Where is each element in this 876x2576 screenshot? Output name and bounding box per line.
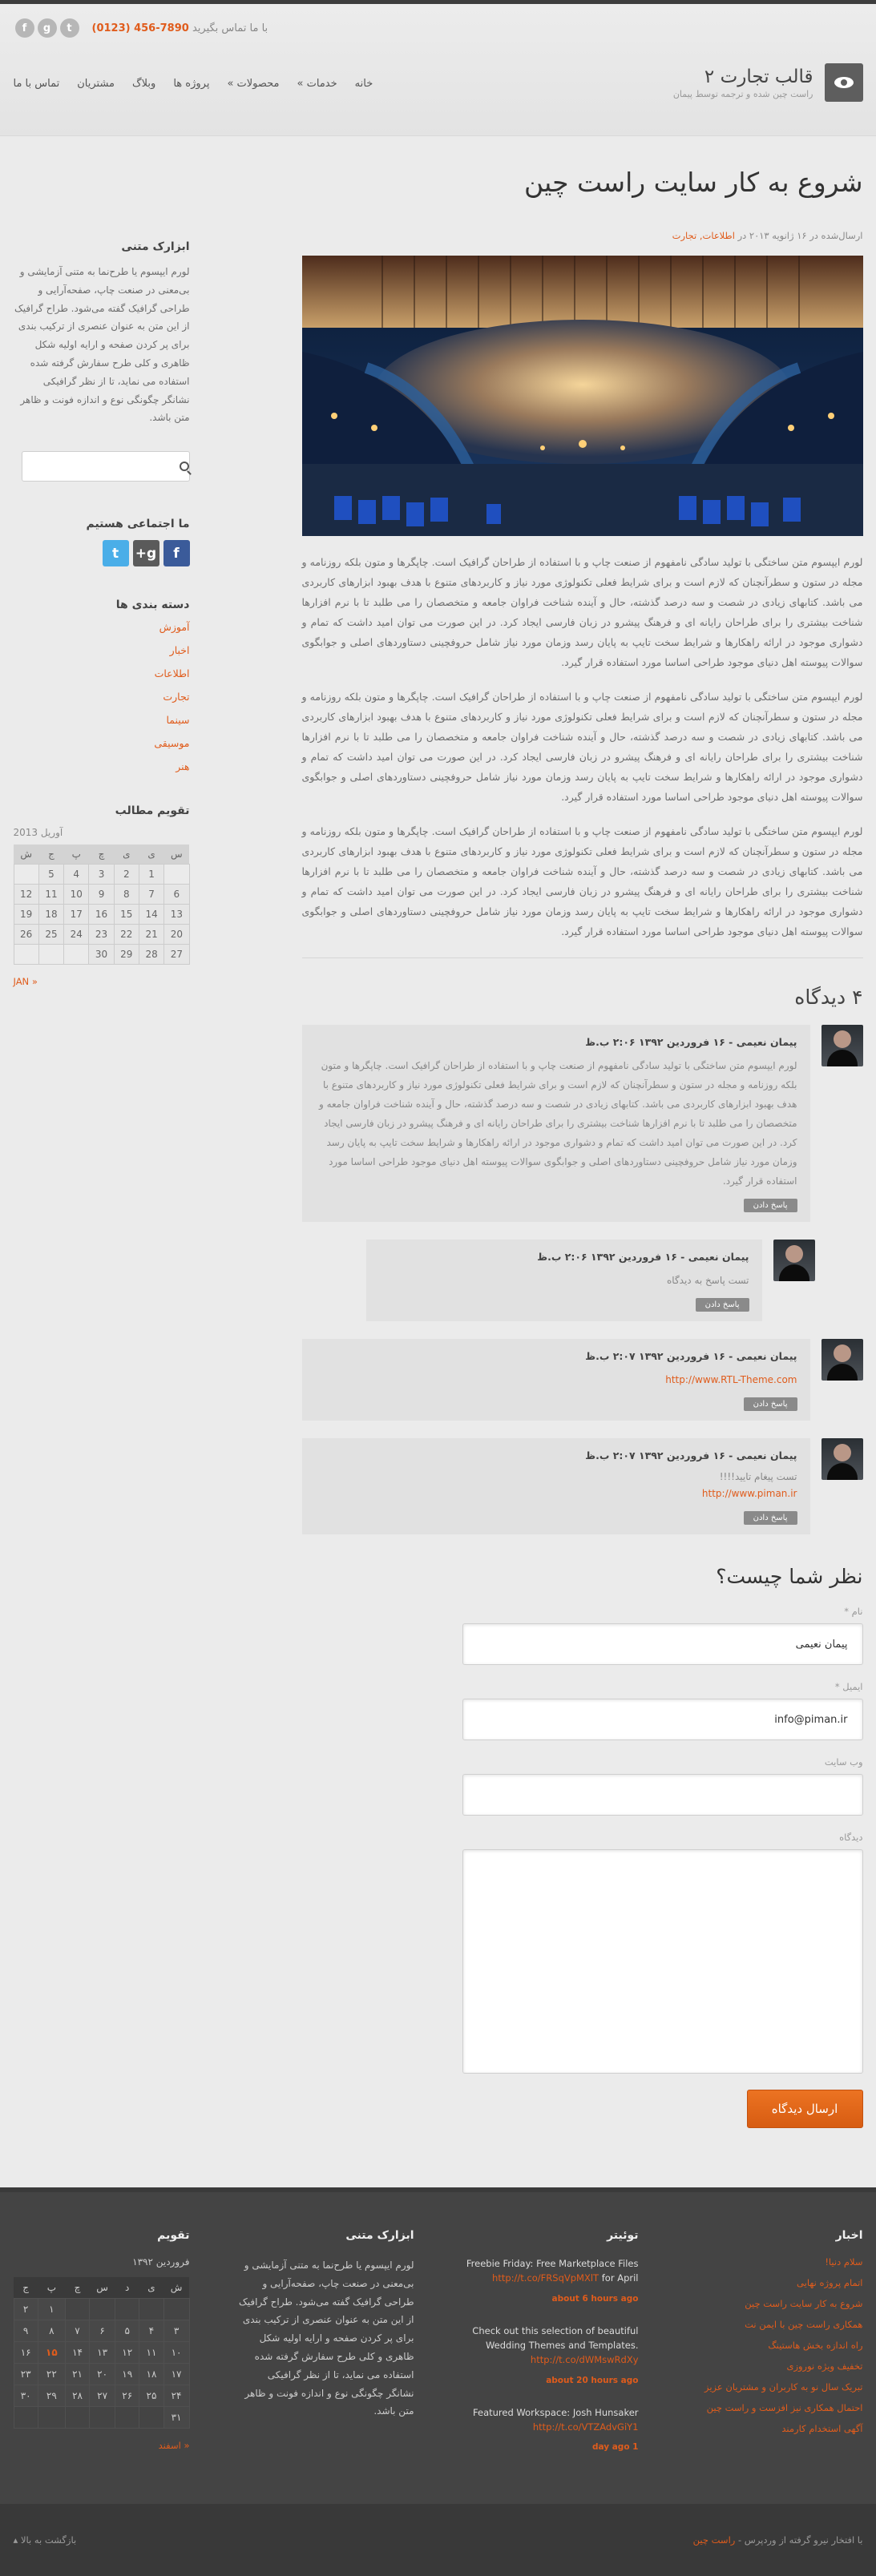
category-list	[14, 621, 190, 772]
calendar-caption: فروردین ۱۳۹۲	[132, 2256, 190, 2268]
tweet-time: about 6 hours ago	[551, 2293, 639, 2304]
comment-body	[302, 1438, 810, 1534]
weekday-header: ی	[139, 845, 163, 865]
comment-label: دیدگاه	[839, 1832, 863, 1843]
category-item[interactable]: تجارت	[163, 691, 190, 703]
weekday-header: س	[164, 845, 189, 865]
category-item[interactable]: موسیقی	[154, 737, 190, 750]
twitter-icon[interactable]: t	[103, 540, 129, 566]
header	[0, 4, 876, 136]
footer-text-body: لورم ایپسوم یا طرح‌نما به متنی آزمایشی و بی‌معنی در صنعت چاپ، صفحه‌آرایی و طراحی گرافیک گفته می‌شود. طراح گرافیک از این متن به عنوان عنصری از ترکیب بندی برای پر کردن صفحه و ارایه اولیه شکل ظاهری و کلی طرح سفارش گرفته شده استفاده می نماید، تا از نظر گرافیکی نشانگر چگونگی نوع و اندازه فونت و ظاهر متن باشد.	[239, 2260, 414, 2417]
news-item[interactable]: تخفیف ویژه نوروزی	[786, 2360, 863, 2372]
tweet	[462, 2324, 639, 2388]
category-item[interactable]: اطلاعات	[154, 667, 190, 680]
category-item[interactable]: سینما	[166, 714, 190, 727]
credits-prefix: با افتخار نیرو گرفته از وردپرس -	[737, 2534, 863, 2546]
chevron-up-icon: ▴	[13, 2534, 18, 2546]
facebook-icon[interactable]: f	[163, 540, 190, 566]
comment-text: تست پاسخ به دیدگاه	[667, 1275, 749, 1286]
post-body	[302, 552, 863, 941]
topbar	[14, 4, 863, 52]
comment-reply	[366, 1240, 815, 1321]
comment-author-date: پیمان نعیمی - ۱۶ فروردین ۱۳۹۲ ۲:۰۷ ب.ظ	[585, 1350, 797, 1362]
post-meta-prefix: ارسال‌شده در ۱۶ ژانویه ۲۰۱۳ در	[737, 230, 863, 241]
submit-comment-button[interactable]: ارسال دیدگاه	[747, 2090, 863, 2128]
tweet-text: Check out this selection of beautiful Wedding Themes and Templates.	[472, 2324, 639, 2351]
post-featured-image	[302, 256, 863, 536]
email-label: ایمیل *	[834, 1681, 863, 1692]
comment-textarea[interactable]	[462, 1849, 863, 2074]
reply-button[interactable]: پاسخ دادن	[696, 1298, 749, 1312]
footer	[0, 2187, 876, 2504]
menu-item-products[interactable]: محصولات »	[227, 78, 280, 90]
tweet-link[interactable]: http://t.co/VTZAdvGiY1	[532, 2421, 639, 2433]
comment-author-date: پیمان نعیمی - ۱۶ فروردین ۱۳۹۲ ۲:۰۷ ب.ظ	[585, 1449, 797, 1461]
calendar-title: تقویم مطالب	[115, 804, 190, 818]
weekday-header: پ	[38, 2277, 65, 2299]
menu-item-clients[interactable]: مشتریان	[77, 78, 115, 90]
comment	[302, 1438, 863, 1534]
news-item[interactable]: شروع به کار سایت راست چین	[745, 2298, 863, 2309]
category-item[interactable]: اخبار	[169, 644, 190, 657]
weekday-header: ج	[38, 845, 63, 865]
comment	[302, 1339, 863, 1421]
menu-item-contact[interactable]: تماس با ما	[13, 78, 60, 90]
name-field[interactable]: پیمان نعیمی	[462, 1623, 863, 1665]
news-item[interactable]: تبریک سال نو به کاربران و مشتریان عزیز	[704, 2381, 863, 2393]
back-to-top-link[interactable]	[14, 2534, 77, 2546]
phone-number: (0123) 456-7890	[91, 22, 189, 34]
sidebar-text-title: ابزارک متنی	[121, 240, 190, 253]
tweet	[462, 2256, 639, 2306]
social-icons	[14, 540, 190, 566]
reply-button[interactable]: پاسخ دادن	[744, 1397, 797, 1411]
back-to-top-label: بازگشت به بالا	[20, 2534, 77, 2546]
comment-author-date: پیمان نعیمی - ۱۶ فروردین ۱۳۹۲ ۲:۰۶ ب.ظ	[537, 1251, 749, 1263]
comment-form-title: نظر شما چیست؟	[716, 1565, 863, 1588]
footer-news	[687, 2229, 863, 2472]
comment-link[interactable]: http://www.RTL-Theme.com	[665, 1374, 797, 1385]
credits-link[interactable]: راست چین	[692, 2534, 736, 2546]
googleplus-icon[interactable]: g	[38, 18, 57, 38]
calendar-prev-link[interactable]: « اسفند	[158, 2440, 190, 2451]
tweet-text-tail: for April	[601, 2272, 639, 2284]
site-title: قالب تجارت ۲	[704, 66, 813, 87]
comment-text: تست پیغام تایید!!!!	[719, 1471, 797, 1482]
site-brand[interactable]	[673, 63, 863, 102]
website-field[interactable]	[462, 1774, 863, 1816]
comment-body	[302, 1025, 810, 1222]
news-item[interactable]: احتمال همکاری نیز افزست و راست چین	[706, 2402, 863, 2413]
weekday-header: ج	[14, 2277, 38, 2299]
calendar: فروردین ۱۳۹۲ ش ی د س چ پ ج ۱ ۲ ۳ ۴ ۵ ۶ ۷ ۸ ۹ ۱۰ ۱۱ ۱۲ ۱۳ ۱۴ ۱۵ ۱۶ ۱۷ ۱۸ ۱۹ ۲۰ ۲۱ ۲۲ ۲۳ ۲۴ ۲۵ ۲۶ ۲۷ ۲۸ ۲۹ ۳۰ ۳۱	[14, 2256, 190, 2429]
calendar-caption: آوریل 2013	[13, 827, 63, 839]
footer-twitter-title: توئیتر	[607, 2229, 639, 2242]
sidebar-text-body: لورم ایپسوم یا طرح‌نما به متنی آزمایشی و بی‌معنی در صنعت چاپ، صفحه‌آرایی و طراحی گرافیک گفته می‌شود. طراح گرافیک از این متن به عنوان عنصری از ترکیب بندی برای پر کردن صفحه و ارایه اولیه شکل ظاهری و کلی طرح سفارش گرفته شده استفاده می نماید، تا از نظر گرافیکی نشانگر چگونگی نوع و اندازه فونت و ظاهر متن باشد.	[14, 266, 190, 424]
tweet-time: about 20 hours ago	[546, 2375, 639, 2385]
post-paragraph: لورم ایپسوم متن ساختگی با تولید سادگی نامفهوم از صنعت چاپ و با استفاده از طراحان گرافیک است. چاپگرها و متون بلکه روزنامه و مجله در ستون و سطرآنچنان که لازم است و برای شرایط فعلی تکنولوژی مورد نیاز و کاربردهای متنوع با هدف بهبود ابزارهای کاربردی می باشد. کتابهای زیادی در شصت و سه درصد گذشته، حال و آینده شناخت فراوان جامعه و متخصصان را می طلبد تا با نرم افزارها شناخت بیشتری را برای طراحان رایانه ای و فرهنگ پیشرو در زبان فارسی ایجاد کرد. در این صورت می توان امید داشت که تمام و دشواری موجود در ارائه راهکارها و شرایط سخت تایپ به پایان رسد وزمان مورد نیاز شامل حروفچینی دستاوردهای اصلی و جوابگوی سوالات پیوسته اهل دنیای موجود طراحی اساسا مورد استفاده قرار گیرد.	[301, 825, 863, 937]
comment	[302, 1025, 863, 1222]
search-icon[interactable]	[180, 462, 189, 471]
category-item[interactable]: هنر	[176, 760, 190, 773]
weekday-header: پ	[64, 845, 89, 865]
tweet	[462, 2405, 639, 2455]
avatar	[773, 1240, 815, 1281]
website-label: وب سایت	[824, 1756, 863, 1768]
social-links	[15, 18, 79, 38]
search-input[interactable]	[22, 451, 190, 482]
menu-item-home[interactable]: خانه	[354, 78, 373, 90]
comment-text: لورم ایپسوم متن ساختگی با تولید سادگی نامفهوم از صنعت چاپ و با استفاده از طراحان گرافیک است. چاپگرها و متون بلکه روزنامه و مجله در ستون و سطرآنچنان که لازم است و برای شرایط فعلی تکنولوژی مورد نیاز و کاربردهای متنوع با هدف بهبود ابزارهای کاربردی می باشد. کتابهای زیادی در شصت و سه درصد گذشته، حال و آینده شناخت فراوان جامعه و متخصصان را می طلبد تا با نرم افزارها شناخت بیشتری را برای طراحان رایانه ای و فرهنگ پیشرو در زبان فارسی ایجاد کرد. در این صورت می توان امید داشت که تمام و دشواری موجود در ارائه راهکارها و شرایط سخت تایپ به پایان رسد وزمان مورد نیاز شامل حروفچینی دستاوردهای اصلی و جوابگوی سوالات پیوسته اهل دنیای موجود طراحی اساسا مورد استفاده قرار گیرد.	[318, 1060, 797, 1187]
phone-prefix: با ما تماس بگیرید	[192, 22, 268, 34]
avatar	[822, 1339, 863, 1381]
credits	[693, 2534, 863, 2546]
comment-link[interactable]: http://www.piman.ir	[701, 1488, 797, 1499]
post-paragraph: لورم ایپسوم متن ساختگی با تولید سادگی نامفهوم از صنعت چاپ و با استفاده از طراحان گرافیک است. چاپگرها و متون بلکه روزنامه و مجله در ستون و سطرآنچنان که لازم است و برای شرایط فعلی تکنولوژی مورد نیاز و کاربردهای متنوع با هدف بهبود ابزارهای کاربردی می باشد. کتابهای زیادی در شصت و سه درصد گذشته، حال و آینده شناخت فراوان جامعه و متخصصان را می طلبد تا با نرم افزارها شناخت بیشتری را برای طراحان رایانه ای و فرهنگ پیشرو در زبان فارسی ایجاد کرد. در این صورت می توان امید داشت که تمام و دشواری موجود در ارائه راهکارها و شرایط سخت تایپ به پایان رسد وزمان مورد نیاز شامل حروفچینی دستاوردهای اصلی و جوابگوی سوالات پیوسته اهل دنیای موجود طراحی اساسا مورد استفاده قرار گیرد.	[301, 691, 863, 803]
menu-item-blog[interactable]: وبلاگ	[132, 78, 156, 90]
news-item[interactable]: سلام دنیا!	[825, 2256, 863, 2268]
comment-body	[366, 1240, 762, 1321]
footer-news-title: اخبار	[835, 2229, 863, 2242]
main-menu	[14, 78, 373, 90]
categories-title: دسته بندی ها	[115, 599, 190, 612]
tweet-link[interactable]: http://t.co/dWMswRdXy	[530, 2354, 639, 2366]
news-item[interactable]: همکاری راست چین با ایمن نت	[745, 2319, 863, 2330]
news-item[interactable]: آگهی استخدام کارمند	[781, 2423, 863, 2434]
social-title: ما اجتماعی هستیم	[86, 518, 190, 531]
footer-calendar-title: تقویم	[157, 2229, 190, 2242]
news-item[interactable]: راه اندازه بخش هاستینگ	[768, 2340, 863, 2351]
weekday-header: د	[115, 2277, 139, 2299]
main-content	[302, 167, 863, 2128]
menu-item-services[interactable]: خدمات »	[297, 78, 337, 90]
weekday-header: س	[90, 2277, 115, 2299]
site-tagline: راست چین شده و ترجمه توسط پیمان	[672, 88, 813, 99]
comment-body	[302, 1339, 810, 1421]
page-title: شروع به کار سایت راست چین	[524, 167, 863, 198]
category-item[interactable]: آموزش	[159, 621, 190, 634]
tweet-time: day ago 1	[591, 2442, 639, 2453]
weekday-header: ش	[14, 845, 38, 865]
eye-logo-icon	[825, 63, 863, 102]
post-meta	[302, 230, 863, 241]
weekday-header: ش	[163, 2277, 189, 2299]
post-paragraph: لورم ایپسوم متن ساختگی با تولید سادگی نامفهوم از صنعت چاپ و با استفاده از طراحان گرافیک است. چاپگرها و متون بلکه روزنامه و مجله در ستون و سطرآنچنان که لازم است و برای شرایط فعلی تکنولوژی مورد نیاز و کاربردهای متنوع با هدف بهبود ابزارهای کاربردی می باشد. کتابهای زیادی در شصت و سه درصد گذشته، حال و آینده شناخت فراوان جامعه و متخصصان را می طلبد تا با نرم افزارها شناخت بیشتری را برای طراحان رایانه ای و فرهنگ پیشرو در زبان فارسی ایجاد کرد. در این صورت می توان امید داشت که تمام و دشواری موجود در ارائه راهکارها و شرایط سخت تایپ به پایان رسد وزمان مورد نیاز شامل حروفچینی دستاوردهای اصلی و جوابگوی سوالات پیوسته اهل دنیای موجود طراحی اساسا مورد استفاده قرار گیرد.	[301, 556, 863, 668]
avatar	[822, 1438, 863, 1480]
calendar-prev-link[interactable]: « JAN	[13, 976, 38, 988]
weekday-header: چ	[89, 845, 114, 865]
tweet-text: Freebie Friday: Free Marketplace Files	[466, 2258, 639, 2269]
tweet-text: Featured Workspace: Josh Hunsaker	[473, 2406, 639, 2418]
phone-contact	[92, 22, 268, 34]
footer-text-widget	[238, 2229, 414, 2472]
googleplus-icon[interactable]: g+	[133, 540, 159, 566]
name-label: نام *	[844, 1606, 863, 1617]
footer-text-title: ابزارک متنی	[345, 2229, 414, 2242]
reply-button[interactable]: پاسخ دادن	[744, 1199, 797, 1212]
calendar-days: 1 2 3 4 5 6 7 8 9 10 11 12 13 14 15 16 17 18 19 20 21 22 23 24 25 26 27 28 29 30	[14, 865, 189, 965]
reply-button[interactable]: پاسخ دادن	[744, 1511, 797, 1525]
divider	[302, 957, 863, 958]
weekday-header: چ	[65, 2277, 89, 2299]
comments-title: ۴ دیدگاه	[794, 986, 863, 1009]
post-category-link[interactable]: اطلاعات, تجارت	[672, 230, 735, 241]
weekday-header: ی	[114, 845, 139, 865]
avatar	[822, 1025, 863, 1066]
menu-item-projects[interactable]: پروژه ها	[173, 78, 210, 90]
comment-author-date: پیمان نعیمی - ۱۶ فروردین ۱۳۹۲ ۲:۰۶ ب.ظ	[585, 1036, 797, 1048]
bottom-bar	[0, 2504, 876, 2576]
footer-calendar	[14, 2229, 190, 2472]
calendar	[14, 827, 190, 965]
news-item[interactable]: اتمام پروژه نهایی	[797, 2277, 863, 2288]
footer-twitter	[462, 2229, 639, 2472]
tweet-link[interactable]: http://t.co/FRSqVpMXlT	[492, 2272, 599, 2284]
email-field[interactable]: info@piman.ir	[462, 1699, 863, 1740]
twitter-icon[interactable]: t	[60, 18, 79, 38]
facebook-icon[interactable]: f	[15, 18, 34, 38]
sidebar	[14, 167, 190, 2128]
weekday-header: ی	[139, 2277, 163, 2299]
